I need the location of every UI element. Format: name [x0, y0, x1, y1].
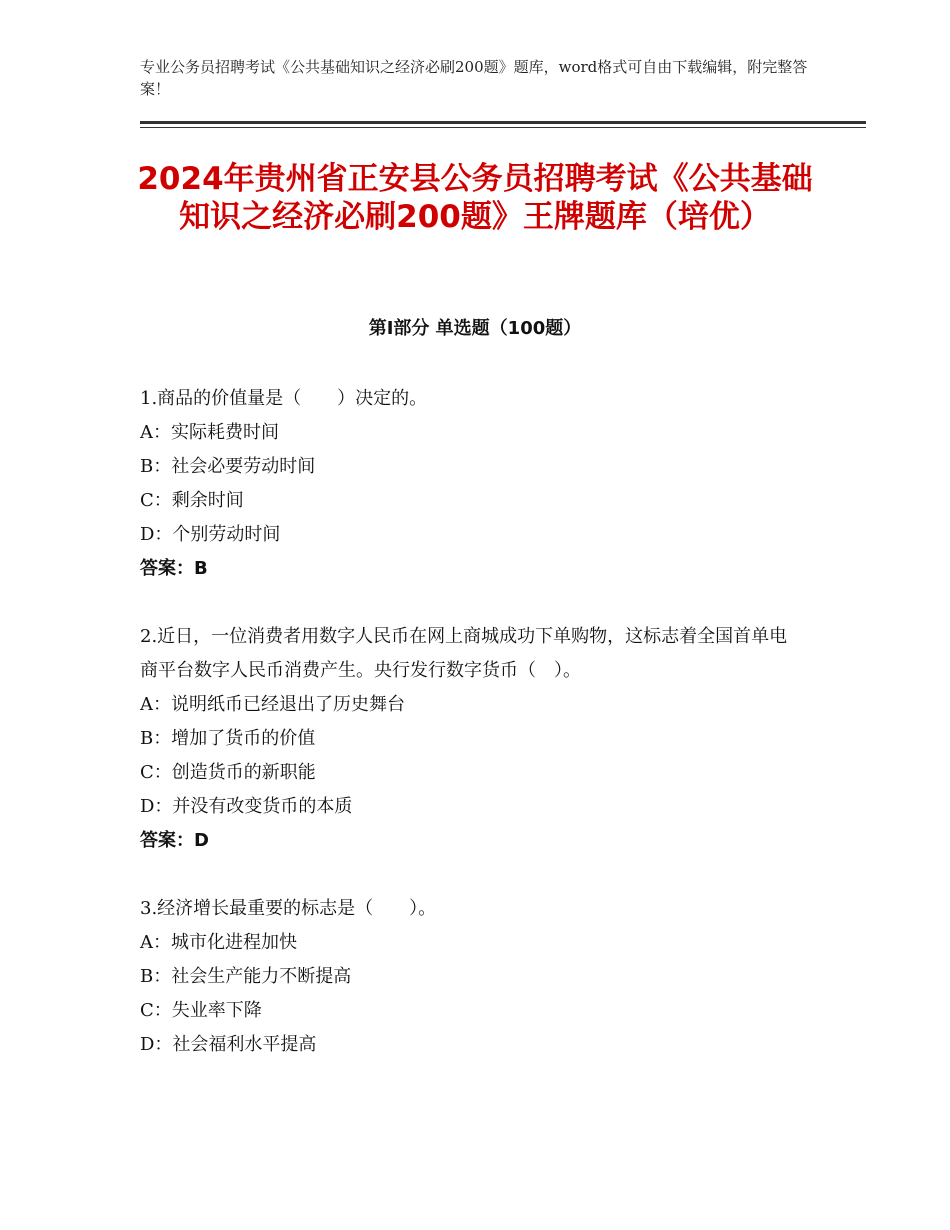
header-rule-thick: [140, 121, 866, 124]
question-1: [140, 382, 800, 586]
option-b: B：社会必要劳动时间: [140, 456, 316, 477]
question-stem: 2.近日，一位消费者用数字人民币在网上商城成功下单购物，这标志着全国首单电商平台数字人民币消费产生。央行发行数字货币（ ）。: [140, 626, 788, 681]
option-b: B：社会生产能力不断提高: [140, 966, 352, 987]
option-c: C：失业率下降: [140, 1000, 262, 1021]
document-title: 2024年贵州省正安县公务员招聘考试《公共基础知识之经济必刷200题》王牌题库（培优）: [137, 161, 813, 235]
header-note: 专业公务员招聘考试《公共基础知识之经济必刷200题》题库，word格式可自由下载编辑，附完整答案！: [140, 58, 808, 98]
option-c: C：剩余时间: [140, 490, 244, 511]
answer: 答案：B: [140, 558, 208, 579]
header-rule-thin: [140, 127, 866, 128]
option-c: C：创造货币的新职能: [140, 762, 316, 783]
option-d: D：并没有改变货币的本质: [140, 796, 353, 817]
question-2: [140, 620, 800, 858]
option-a: A：说明纸币已经退出了历史舞台: [140, 694, 405, 715]
question-stem: 3.经济增长最重要的标志是（ ）。: [140, 898, 437, 919]
option-d: D：社会福利水平提高: [140, 1034, 317, 1055]
question-list: [140, 382, 800, 1096]
section-title: 第Ⅰ部分 单选题（100题）: [368, 318, 582, 339]
question-3: [140, 892, 800, 1062]
option-a: A：实际耗费时间: [140, 422, 279, 443]
option-a: A：城市化进程加快: [140, 932, 297, 953]
question-stem: 1.商品的价值量是（ ）决定的。: [140, 388, 428, 409]
answer: 答案：D: [140, 830, 209, 851]
option-b: B：增加了货币的价值: [140, 728, 316, 749]
option-d: D：个别劳动时间: [140, 524, 281, 545]
